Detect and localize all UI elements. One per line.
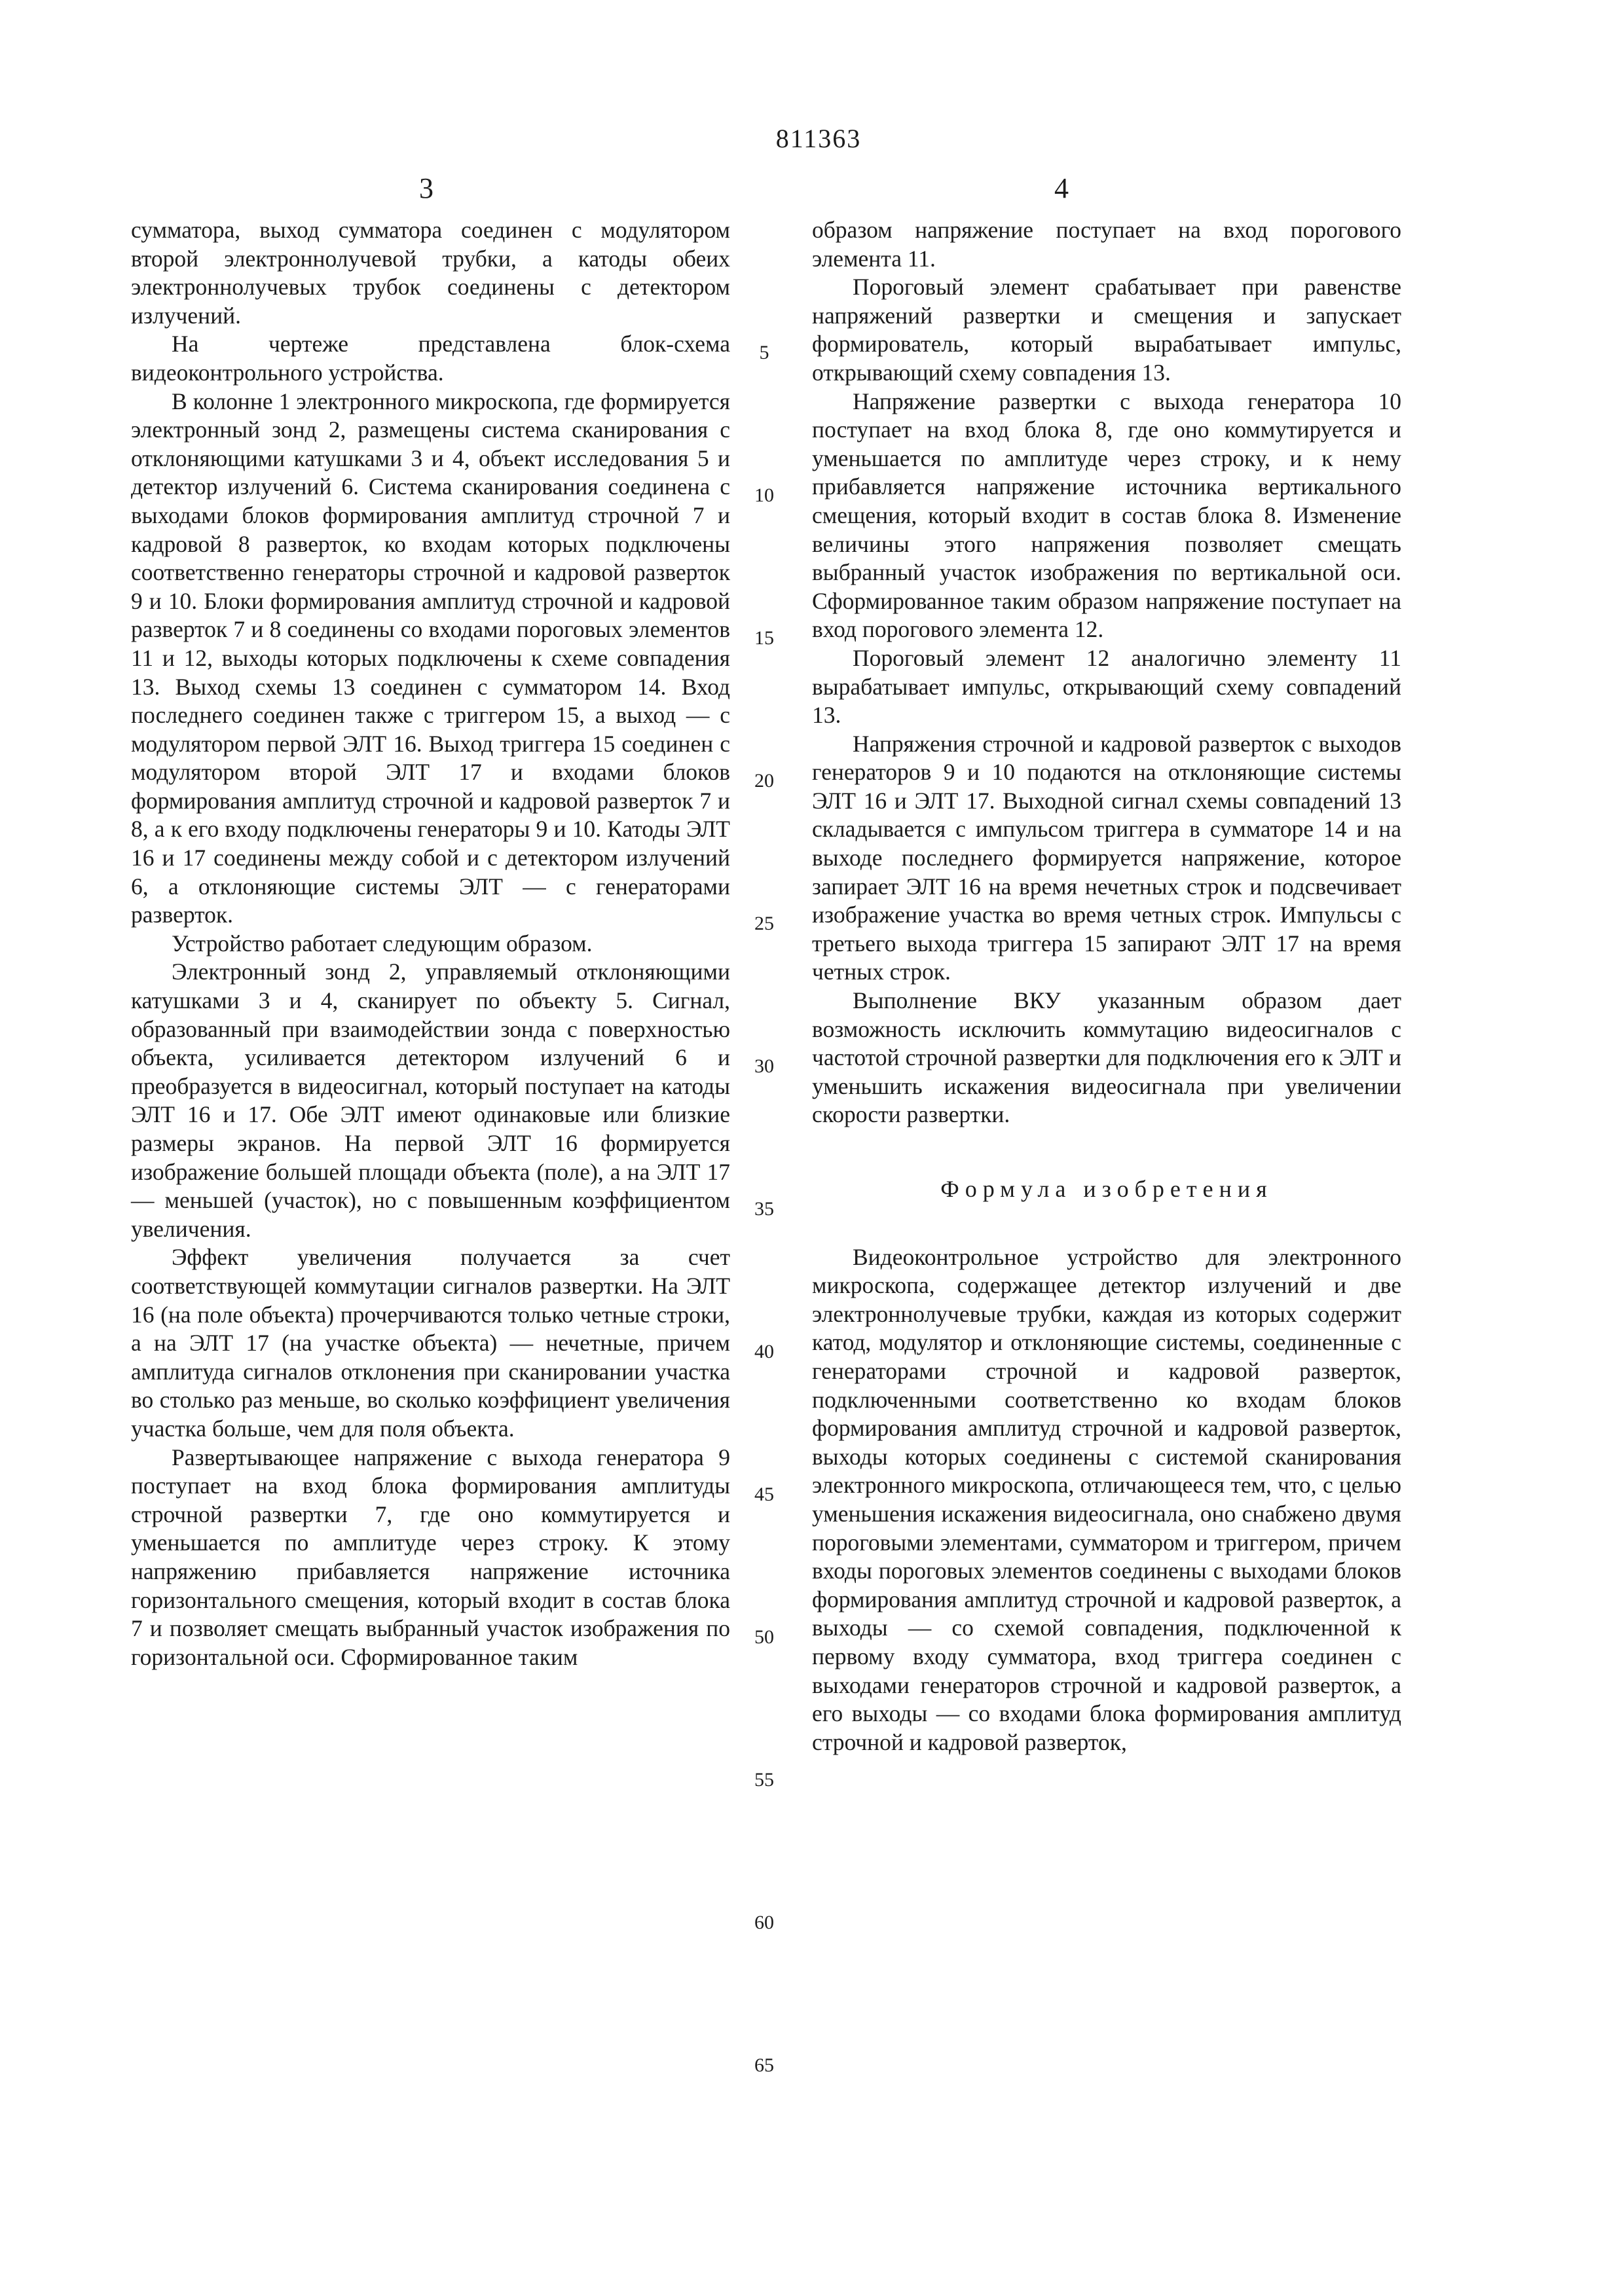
line-number: 50 [754, 1626, 774, 1648]
right-paragraph-1: образом напряжение поступает на вход порогового элемента 11. [812, 217, 1401, 272]
right-paragraph-2: Пороговый элемент срабатывает при равенстве напряжений развертки и смещения и запускает формирователь, который вырабатывает импульс, открывающий схему совпадения 13. [812, 274, 1401, 386]
formula-heading: Формула изобретения [940, 1176, 1273, 1202]
column-number-left: 3 [419, 172, 434, 204]
right-paragraph-6: Выполнение ВКУ указанным образом дает возможность исключить коммутацию видеосигналов с частотой строчной развертки для подключения его к ЭЛТ и уменьшить искажения видеосигнала при увеличении скорости развертки. [812, 987, 1401, 1128]
line-number: 60 [754, 1912, 774, 1933]
line-number-gutter [738, 0, 790, 2296]
left-paragraph-7: Развертывающее напряжение с выхода генератора 9 поступает на вход блока формирования амплитуды строчной развертки 7, где оно коммутируется и уменьшается по амплитуде через строку. К этому напряжению прибавляется напряжение источника горизонтального смещения, который входит в состав блока 7 и позволяет смещать выбранный участок изображения по горизонтальной оси. Сформированное таким [131, 1444, 730, 1670]
left-paragraph-4: Устройство работает следующим образом. [172, 930, 593, 957]
line-number: 15 [754, 627, 774, 649]
claim-text: Видеоконтрольное устройство для электронного микроскопа, содержащее детектор излучений и две электроннолучевые трубки, каждая из которых содержит катод, модулятор и отклоняющие системы, соединенные с генераторами строчной и кадровой разверток, подключенными соответственно ко входам блоков формирования амплитуд строчной и кадровой разверток, выходы которых соединены с системой сканирования электронного микроскопа, отличающееся тем, что, с целью уменьшения искажения видеосигнала, оно снабжено двумя пороговыми элементами, сумматором и триггером, причем входы пороговых элементов соединены с выходами блоков формирования амплитуд строчной и кадровой разверток, а выходы — со схемой совпадения, подключенной к первому входу сумматора, вход триггера соединен с выходами генераторов строчной и кадровой разверток, а его выходы — со входами блока формирования амплитуд строчной и кадровой разверток, [812, 1243, 1401, 1755]
line-number: 35 [754, 1198, 774, 1220]
left-paragraph-5: Электронный зонд 2, управляемый отклоняющими катушками 3 и 4, сканирует по объекту 5. Сигнал, образованный при взаимодействии зонда с поверхностью объекта, усиливается детектором излучений 6 и преобразуется в видеосигнал, который поступает на катоды ЭЛТ 16 и 17. Обе ЭЛТ имеют одинаковые или близкие размеры экранов. На первой ЭЛТ 16 формируется изображение большей площади объекта (поле), а на ЭЛТ 17 — меньшей (участок), но с повышенным коэффициентом увеличения. [131, 958, 730, 1242]
line-number: 55 [754, 1769, 774, 1791]
right-paragraph-3: Напряжение развертки с выхода генератора 10 поступает на вход блока 8, где оно коммутируется и уменьшается по амплитуде через строку, и к нему прибавляется напряжение источника вертикального смещения, который входит в состав блока 8. Изменение величины этого напряжения позволяет смещать выбранный участок изображения по вертикальной оси. Сформированное таким образом напряжение поступает на вход порогового элемента 12. [812, 388, 1401, 643]
line-number: 40 [754, 1341, 774, 1362]
left-paragraph-3: В колонне 1 электронного микроскопа, где формируется электронный зонд 2, размещены система сканирования с отклоняющими катушками 3 и 4, объект исследования 5 и детектор излучений 6. Система сканирования соединена с выходами блоков формирования амплитуд строчной 7 и кадровой 8 разверток, ко входам которых подключены соответственно генераторы строчной и кадровой разверток 9 и 10. Блоки формирования амплитуд строчной и кадровой разверток 7 и 8 соединены со входами пороговых элементов 11 и 12, выходы которых подключены к схеме совпадения 13. Выход схемы 13 соединен с сумматором 14. Вход последнего соединен также с триггером 15, а выход — с модулятором первой ЭЛТ 16. Выход триггера 15 соединен с модулятором второй ЭЛТ 17 и входами блоков формирования амплитуд строчной и кадровой разверток 7 и 8, а к его входу подключены генераторы 9 и 10. Катоды ЭЛТ 16 и 17 соединены между собой и с детектором излучений 6, а отклоняющие системы ЭЛТ — с генераторами разверток. [131, 388, 730, 928]
patent-number: 811363 [775, 124, 862, 153]
line-number: 25 [754, 913, 774, 934]
left-column [131, 216, 730, 1671]
right-paragraph-5: Напряжения строчной и кадровой разверток с выходов генераторов 9 и 10 подаются на отклоняющие системы ЭЛТ 16 и ЭЛТ 17. Выходной сигнал схемы совпадений 13 складывается с импульсом триггера в сумматоре 14 и на выходе последнего формируется напряжение, которое запирает ЭЛТ 16 на время нечетных строк и подсвечивает изображение участка во время четных строк. Импульсы с третьего выхода триггера 15 запирают ЭЛТ 17 на время четных строк. [812, 730, 1401, 985]
right-column [812, 216, 1401, 1757]
right-paragraph-4: Пороговый элемент 12 аналогично элементу 11 вырабатывает импульс, открывающий схему совпадений 13. [812, 644, 1401, 729]
line-number: 10 [754, 484, 774, 506]
line-number: 45 [754, 1484, 774, 1505]
line-number: 30 [754, 1055, 774, 1077]
line-number: 20 [754, 770, 774, 792]
left-paragraph-6: Эффект увеличения получается за счет соответствующей коммутации сигналов развертки. На ЭЛТ 16 (на поле объекта) прочерчиваются только четные строки, а на ЭЛТ 17 (на участке объекта) — нечетные, причем амплитуда сигналов отклонения при сканировании участка во столько раз меньше, во сколько коэффициент увеличения участка больше, чем для поля объекта. [131, 1244, 730, 1442]
line-number: 65 [754, 2054, 774, 2076]
line-number: 5 [759, 342, 769, 363]
left-paragraph-2: На чертеже представлена блок-схема видеоконтрольного устройства. [131, 331, 730, 386]
column-number-right: 4 [1054, 172, 1069, 204]
left-paragraph-1: сумматора, выход сумматора соединен с модулятором второй электроннолучевой трубки, а катоды обеих электроннолучевых трубок соединены с детектором излучений. [131, 217, 730, 329]
